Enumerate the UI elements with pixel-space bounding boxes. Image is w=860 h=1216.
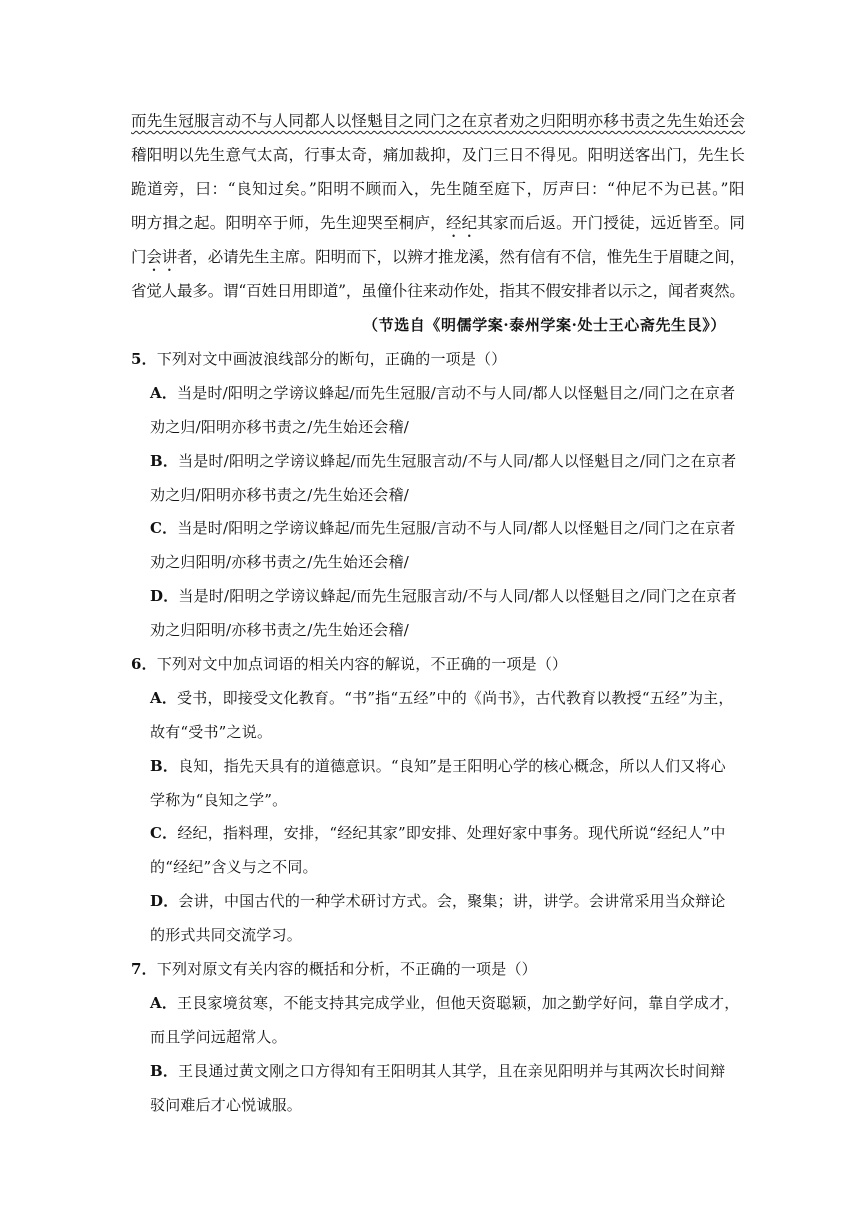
option-letter: D． <box>150 587 179 605</box>
question-number: 6． <box>131 655 157 673</box>
q5-option-a-cont: 劝之归/阳明亦移书责之/先生始还会稽/ <box>150 418 409 436</box>
q5-option-c-cont: 劝之归阳明/亦移书责之/先生始还会稽/ <box>150 553 409 571</box>
option-letter: C． <box>150 519 178 537</box>
q7-option-b <box>150 1061 725 1081</box>
dotted-term-jingji: 经纪 <box>445 214 478 232</box>
option-text: 王艮家境贫寒，不能支持其完成学业，但他天资聪颖，加之勤学好问，靠自学成才， <box>177 994 740 1012</box>
question-stem: 下列对原文有关内容的概括和分析，不正确的一项是（） <box>156 960 537 978</box>
passage-text: 其家而后返。开门授徒，远近皆至。同 <box>477 214 746 232</box>
q6-option-a-cont: 故有“受书”之说。 <box>150 723 273 741</box>
option-letter: A． <box>150 384 178 402</box>
q6-option-b-cont: 学称为“良知之学”。 <box>150 791 288 809</box>
question-stem: 下列对文中画波浪线部分的断句，正确的一项是（） <box>156 350 507 368</box>
q5-option-a <box>150 383 735 403</box>
q6-option-d-cont: 的形式共同交流学习。 <box>150 926 303 944</box>
q7-option-a-cont: 而且学问远超常人。 <box>150 1028 287 1046</box>
option-letter: B． <box>150 1062 179 1080</box>
q5-option-b <box>150 451 736 471</box>
q5-option-c <box>150 518 736 538</box>
option-text: 王艮通过黄文刚之口方得知有王阳明其人其学，且在亲见阳明并与其两次长时间辩 <box>178 1062 726 1080</box>
passage-text: 明方揖之起。阳明卒于师，先生迎哭至桐庐， <box>131 214 446 232</box>
option-letter: C． <box>150 824 178 842</box>
option-text: 当是时/阳明之学谤议蜂起/而先生冠服言动/不与人同/都人以怪魁目之/同门之在京者 <box>178 587 737 605</box>
passage-text: 门 <box>131 248 147 266</box>
option-text: 受书，即接受文化教育。“书”指“五经”中的《尚书》，古代教育以教授“五经”为主， <box>177 689 734 707</box>
q7-option-b-cont: 驳问难后才心悦诚服。 <box>150 1096 303 1114</box>
option-letter: A． <box>150 994 178 1012</box>
passage-line-1 <box>131 111 745 131</box>
option-text: 当是时/阳明之学谤议蜂起/而先生冠服/言动不与人同/都人以怪魁目之/同门之在京者 <box>177 519 736 537</box>
question-5 <box>131 349 506 369</box>
passage-line-4 <box>131 213 745 241</box>
q6-option-c <box>150 823 726 843</box>
option-text: 良知，指先天具有的道德意识。“良知”是王阳明心学的核心概念，所以人们又将心 <box>178 757 726 775</box>
question-7 <box>131 959 537 979</box>
passage-line-3: 跪道旁，曰：“良知过矣。”阳明不顾而入，先生随至庭下，厉声曰：“仲尼不为已甚。”阳 <box>131 180 746 198</box>
q5-option-d <box>150 586 737 606</box>
option-letter: A． <box>150 689 178 707</box>
passage-line-5 <box>131 247 745 275</box>
wavy-underlined-text: 而先生冠服言动不与人同都人以怪魁目之同门之在京者劝之归阳明亦移书责之先生始还会 <box>131 112 746 130</box>
q5-option-b-cont: 劝之归/阳明亦移书责之/先生始还会稽/ <box>150 486 409 504</box>
option-text: 当是时/阳明之学谤议蜂起/而先生冠服言动/不与人同/都人以怪魁目之/同门之在京者 <box>178 452 737 470</box>
q6-option-b <box>150 756 726 776</box>
q7-option-a <box>150 993 739 1013</box>
q6-option-d <box>150 891 726 911</box>
q5-option-d-cont: 劝之归阳明/亦移书责之/先生始还会稽/ <box>150 621 409 639</box>
q6-option-a <box>150 688 734 708</box>
passage-text: 者，必请先生主席。阳明而下，以辨才推龙溪，然有信有不信，惟先生于眉睫之间， <box>177 248 746 266</box>
passage-line-2: 稽阳明以先生意气太高，行事太奇，痛加裁抑，及门三日不得见。阳明送客出门，先生长 <box>131 146 746 164</box>
option-text: 会讲，中国古代的一种学术研讨方式。会，聚集；讲，讲学。会讲常采用当众辩论 <box>178 892 726 910</box>
passage-line-6: 省觉人最多。谓“百姓日用即道”，虽僮仆往来动作处，指其不假安排者以示之，闻者爽然。 <box>131 282 745 300</box>
dotted-term-huijiang: 会讲 <box>146 248 178 266</box>
option-letter: B． <box>150 452 179 470</box>
option-text: 经纪，指料理，安排，“经纪其家”即安排、处理好家中事务。现代所说“经纪人”中 <box>177 824 726 842</box>
question-number: 7． <box>131 960 157 978</box>
option-letter: D． <box>150 892 179 910</box>
passage-source: （节选自《明儒学案·泰州学案·处士王心斋先生艮》） <box>363 316 726 334</box>
option-text: 当是时/阳明之学谤议蜂起/而先生冠服/言动不与人同/都人以怪魁目之/同门之在京者 <box>177 384 736 402</box>
q6-option-c-cont: 的“经纪”含义与之不同。 <box>150 858 318 876</box>
option-letter: B． <box>150 757 179 775</box>
question-stem: 下列对文中加点词语的相关内容的解说，不正确的一项是（） <box>156 655 568 673</box>
question-number: 5． <box>131 350 157 368</box>
question-6 <box>131 654 567 674</box>
